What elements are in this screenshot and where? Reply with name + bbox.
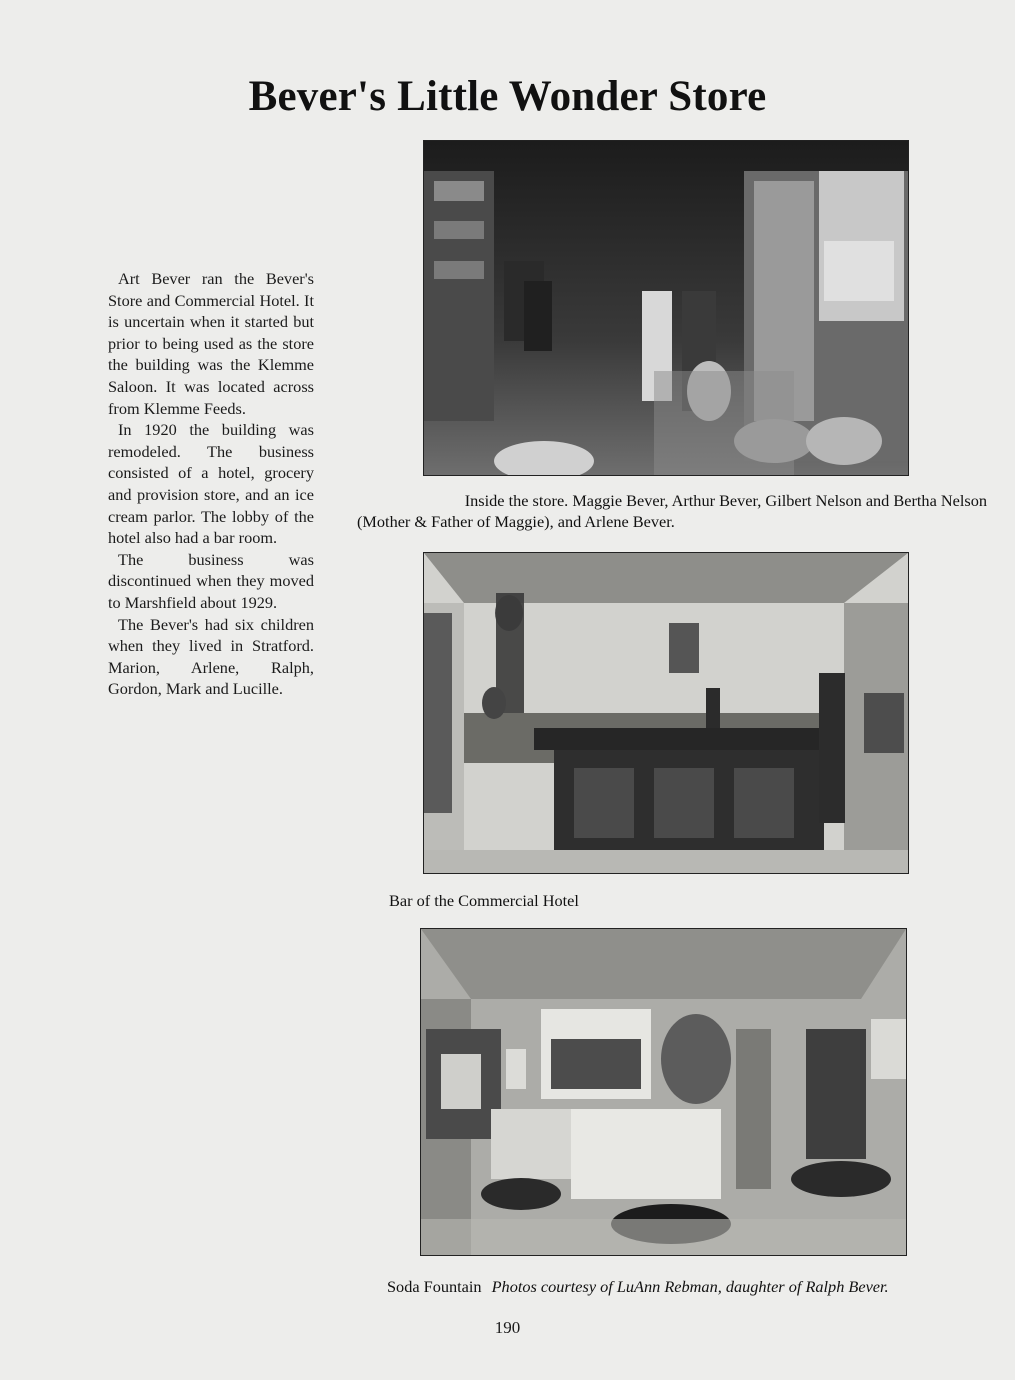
page-title: Bever's Little Wonder Store bbox=[248, 73, 767, 120]
article-body bbox=[108, 268, 314, 700]
paragraph-3: The business was discontinued when they moved to Marshfield about 1929. bbox=[108, 549, 314, 612]
soda-fountain-photo bbox=[420, 928, 907, 1256]
store-photo-caption bbox=[357, 490, 1007, 532]
bar-photo-caption: Bar of the Commercial Hotel bbox=[389, 891, 579, 910]
paragraph-1: Art Bever ran the Bever's Store and Commercial Hotel. It is uncertain when it started but prior to being used as the store the building was the Klemme Saloon. It was located across from Klemme Feeds. bbox=[108, 269, 314, 418]
soda-caption-text: Soda Fountain bbox=[387, 1277, 482, 1296]
soda-photo-caption bbox=[387, 1276, 987, 1297]
page-number: 190 bbox=[494, 1318, 521, 1337]
store-interior-photo bbox=[423, 140, 909, 476]
store-caption-line-2: (Mother & Father of Maggie), and Arlene Bever. bbox=[357, 512, 675, 531]
store-caption-line-1: Inside the store. Maggie Bever, Arthur Bever, Gilbert Nelson and Bertha Nelson bbox=[464, 491, 987, 510]
photo-credit: Photos courtesy of LuAnn Rebman, daughter of Ralph Bever. bbox=[491, 1277, 889, 1296]
paragraph-2: In 1920 the building was remodeled. The business consisted of a hotel, grocery and provision store, and an ice cream parlor. The lobby of the hotel also had a bar room. bbox=[108, 420, 314, 548]
hotel-bar-photo bbox=[423, 552, 909, 874]
paragraph-4: The Bever's had six children when they lived in Stratford. Marion, Arlene, Ralph, Gordon, Mark and Lucille. bbox=[108, 614, 314, 699]
